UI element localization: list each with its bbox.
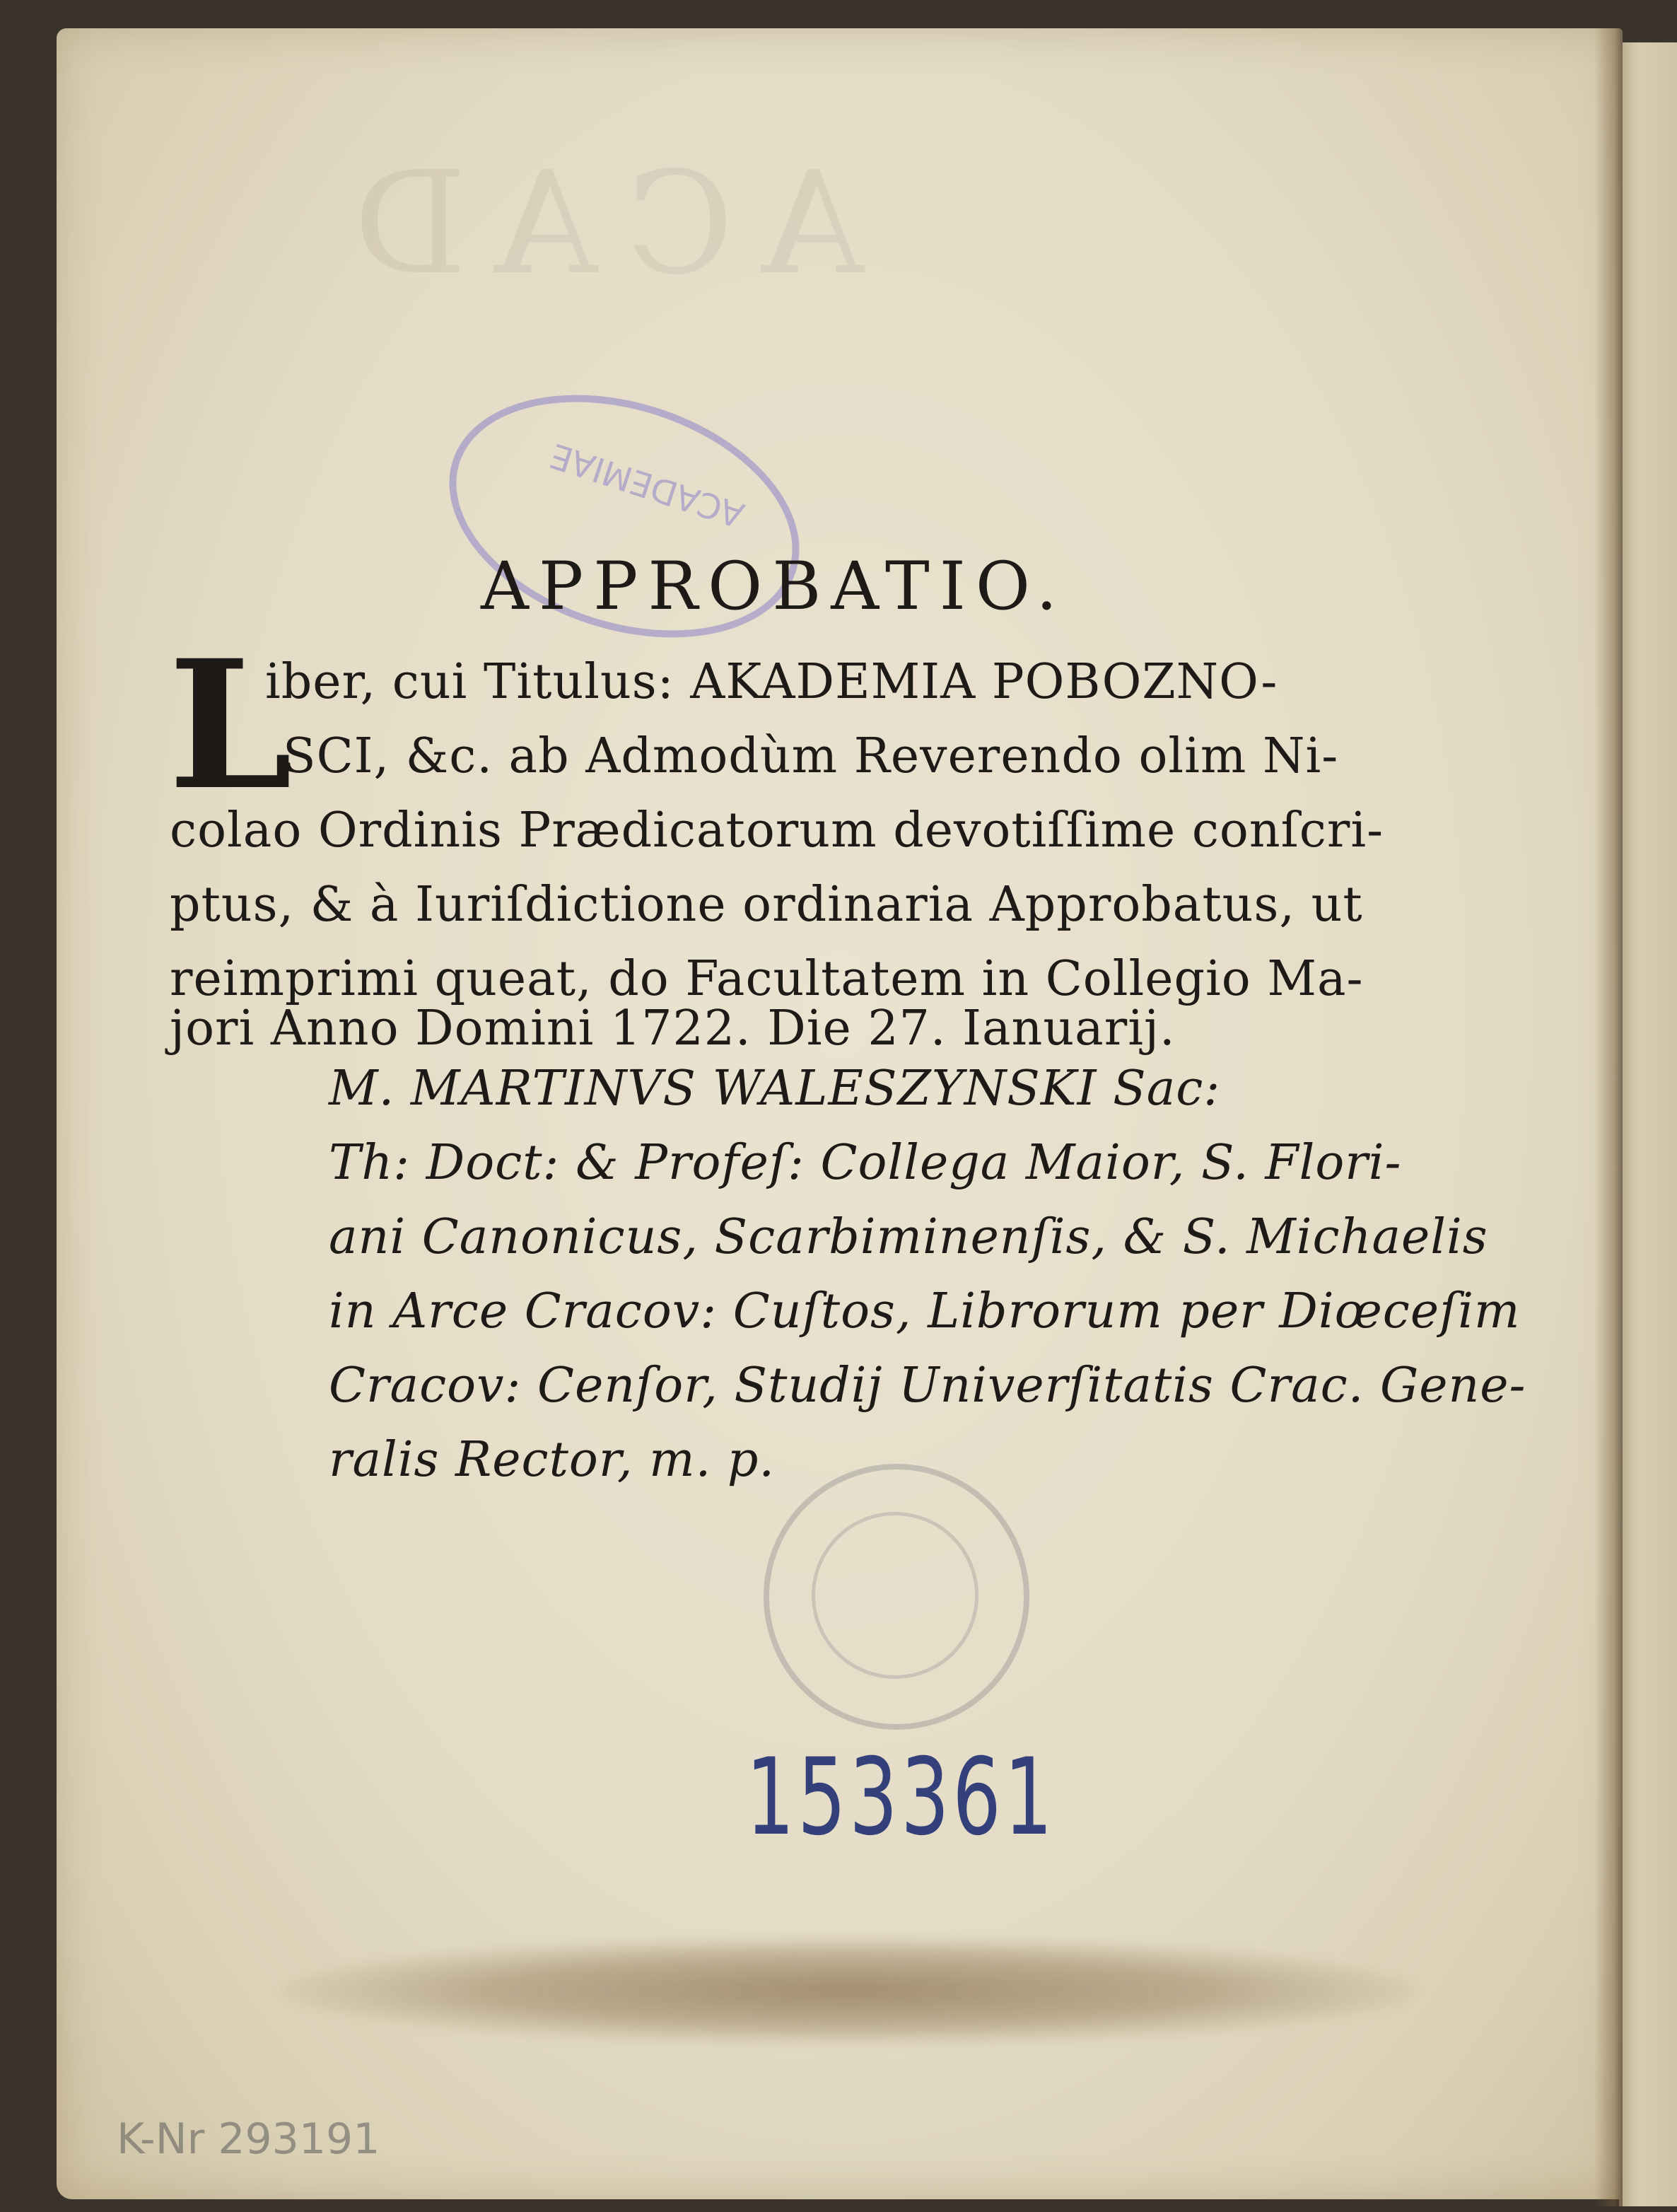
- signature-line: Cracov: Cenſor, Studij Univerſitatis Crac. Gene-: [329, 1358, 1526, 1414]
- body-line: jori Anno Domini 1722. Die 27. Ianuarij.: [170, 1001, 1176, 1056]
- signature-line: ani Canonicus, Scarbiminenſis, & S. Michaelis: [329, 1209, 1488, 1265]
- body-line: ptus, & à Iuriſdictione ordinaria Approbatus, ut: [170, 877, 1363, 933]
- water-stain: [283, 1938, 1414, 2044]
- signature-line: Th: Doct: & Profeſ: Collega Maior, S. Flori-: [329, 1135, 1402, 1191]
- pencil-inventory-number: K-Nr 293191: [117, 2114, 380, 2164]
- body-line: iber, cui Titulus: AKADEMIA POBOZNO-: [265, 654, 1278, 710]
- page-title: APPROBATIO.: [481, 548, 1068, 625]
- oval-stamp-text: ACADEMIAE: [545, 435, 749, 535]
- body-line: reimprimi queat, do Facultatem in Collegio Ma-: [170, 951, 1364, 1007]
- body-line: colao Ordinis Prædicatorum devotiſſime conſcri-: [170, 803, 1384, 858]
- show-through-text: ACAD: [325, 141, 865, 306]
- signature-line: M. MARTINVS WALESZYNSKI Sac:: [329, 1061, 1221, 1117]
- signature-line: in Arce Cracov: Cuſtos, Librorum per Diœceſim: [329, 1283, 1521, 1339]
- drop-cap: L: [168, 621, 293, 829]
- shelfmark-number: 153361: [746, 1736, 1056, 1859]
- signature-line: ralis Rector, m. p.: [329, 1432, 775, 1488]
- body-line: SCI, &c. ab Admodùm Reverendo olim Ni-: [283, 728, 1339, 784]
